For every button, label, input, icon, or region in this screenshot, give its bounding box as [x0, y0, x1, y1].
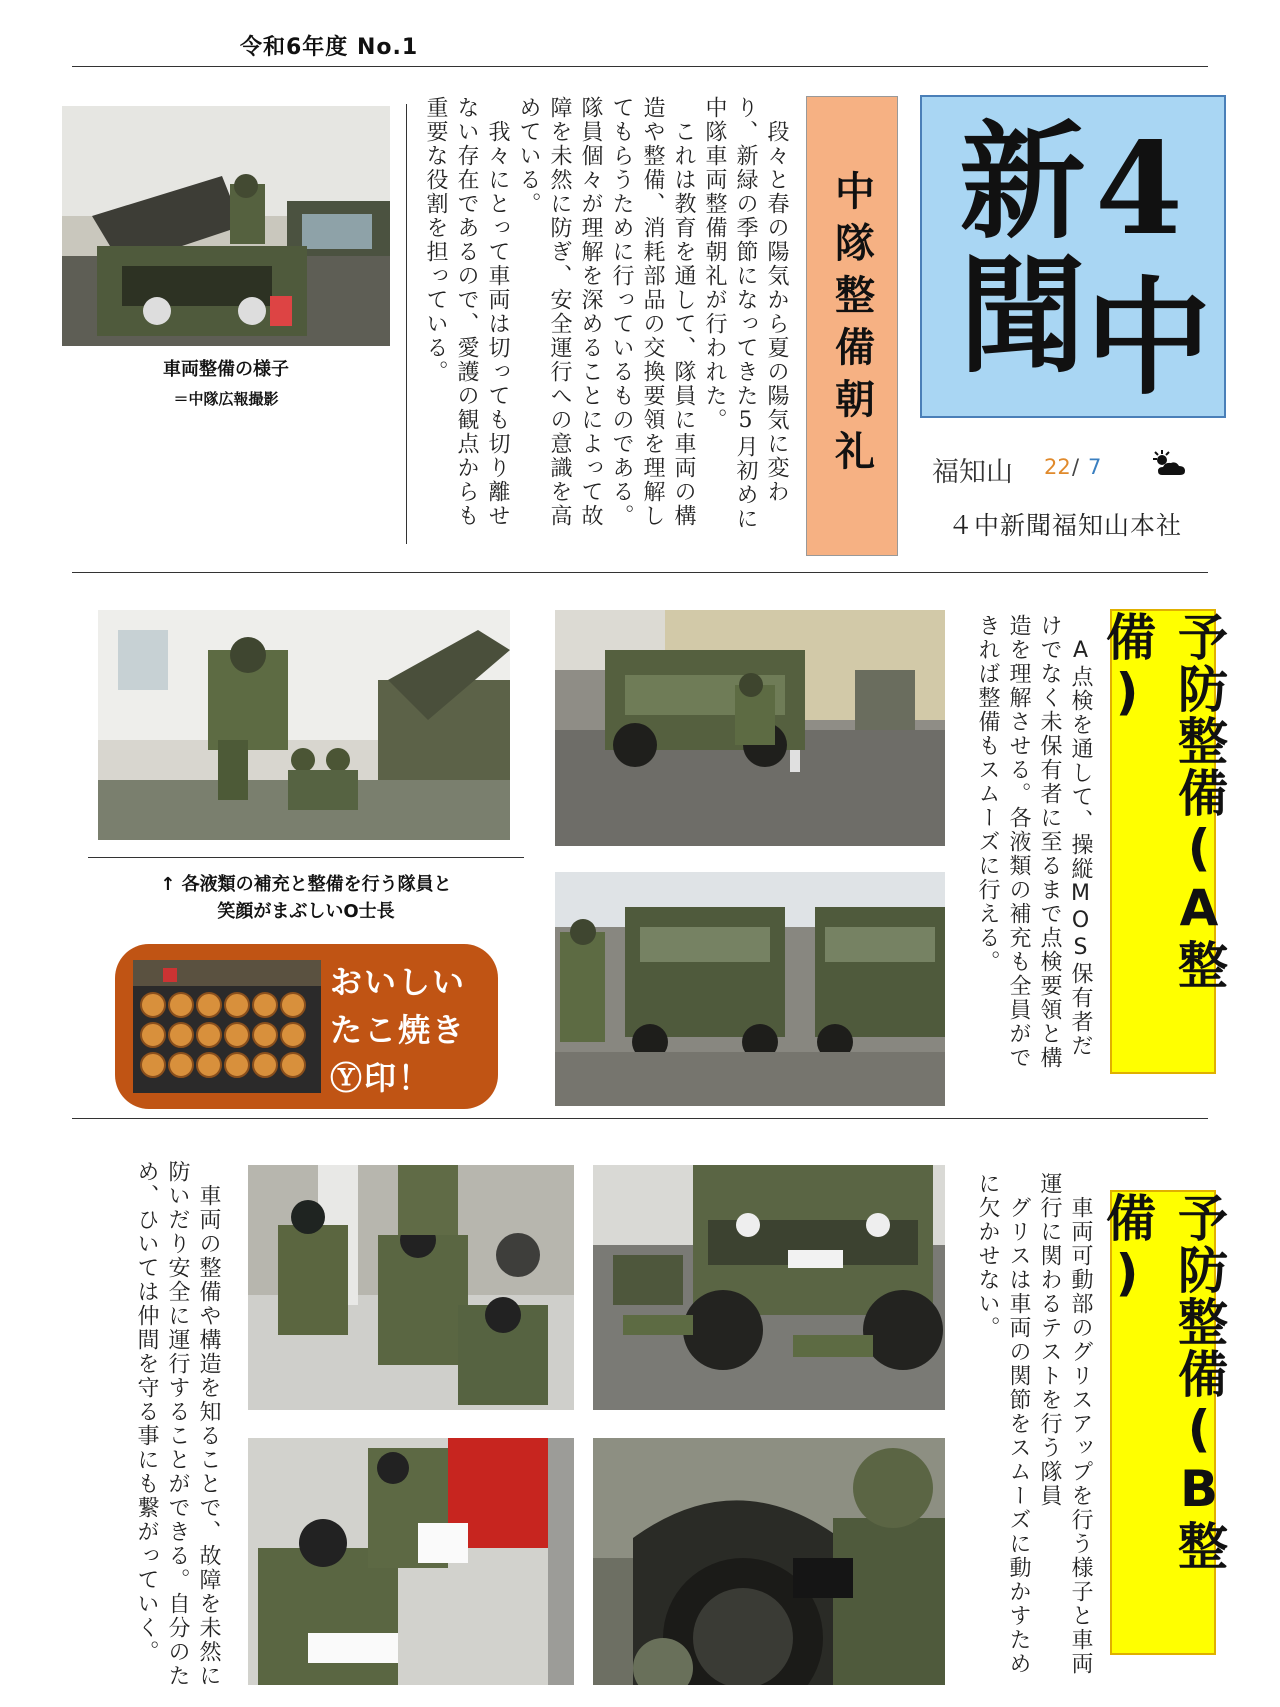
photo-wheel-greasing — [593, 1438, 945, 1685]
article2-heading: 予防整備(A整備) — [1098, 611, 1228, 991]
article3-heading: 予防整備(B整備) — [1098, 1192, 1228, 1572]
photo2-caption-line2: 笑顔がまぶしいO士長 — [217, 901, 395, 922]
article2-body: A点検を通して、操縦MOS保有者だけでなく未保有者に至るまで点検要領と構造を理解させる。各液類の補充も全員ができれば整備もスムーズに行える。 — [975, 614, 1093, 1070]
article3-body-right: 車両可動部のグリスアップを行う様子と車両運行に関わるテストを行う隊員 グリスは車両の関節をスムーズに動かすために欠かせない。 — [975, 1172, 1093, 1676]
section-rule-1 — [72, 572, 1208, 573]
article3-body-left: 車両の整備や構造を知ることで、故障を未然に防いだり安全に運行することができる。自分のため、ひいては仲間を守る事にも繋がっていく。 — [134, 1160, 221, 1688]
article1-heading-box — [806, 96, 898, 556]
article1-body: 段々と春の陽気から夏の陽気に変わり、新緑の季節になってきた5月初めに中隊車両整備朝礼が行われた。 これは教育を通して、隊員に車両の構造や整備、消耗部品の交換要領を理解してもらうために行っているものである。隊員個々が理解を深めることによって故障を未然に防ぎ、安全運行への意識を高めている。 我々にとって車両は切っても切り離せない存在であるので、愛護の観点からも重要な役割を担っている。 — [423, 96, 789, 531]
photo-vehicle-maintenance — [62, 106, 390, 346]
takoyaki-photo — [133, 960, 321, 1093]
photo-written-test-group — [248, 1165, 574, 1410]
dateline-location: 福知山 — [932, 457, 1013, 488]
publisher: ４中新聞福知山本社 — [948, 511, 1183, 540]
photo-fluid-refill — [98, 610, 510, 840]
article1-divider — [406, 104, 407, 544]
issue-header: 令和6年度 No.1 — [240, 35, 419, 60]
header-rule — [72, 66, 1208, 67]
masthead — [920, 95, 1226, 418]
partly-cloudy-icon — [1150, 448, 1190, 480]
ad-line-3: Ⓨ印！ — [330, 1059, 433, 1097]
takoyaki-ad — [115, 944, 498, 1109]
article3-heading-box — [1098, 1190, 1228, 1655]
photo-vehicle-inspection-pair — [555, 872, 945, 1106]
temp-low: 7 — [1088, 455, 1102, 479]
ad-line-1: おいしい — [330, 963, 467, 1001]
photo-caption-rule — [88, 857, 524, 858]
photo-grease-up — [593, 1165, 945, 1410]
section-rule-2 — [72, 1118, 1208, 1119]
takoyaki-ad-text — [330, 958, 466, 1102]
temp-separator: / — [1072, 455, 1080, 479]
article2-heading-box — [1098, 609, 1228, 1074]
ad-line-2: たこ焼き — [330, 1011, 467, 1049]
photo1-caption: 車両整備の様子 — [163, 359, 289, 380]
masthead-title: 4中新聞 — [939, 115, 1213, 405]
photo-written-test-seated — [248, 1438, 574, 1685]
photo2-caption-line1: ↑ 各液類の補充と整備を行う隊員と — [160, 874, 452, 895]
photo-tire-inspection — [555, 610, 945, 846]
photo1-credit: ＝中隊広報撮影 — [173, 390, 279, 408]
temp-high: 22 — [1044, 455, 1071, 479]
article1-heading: 中隊整備朝礼 — [828, 170, 875, 482]
